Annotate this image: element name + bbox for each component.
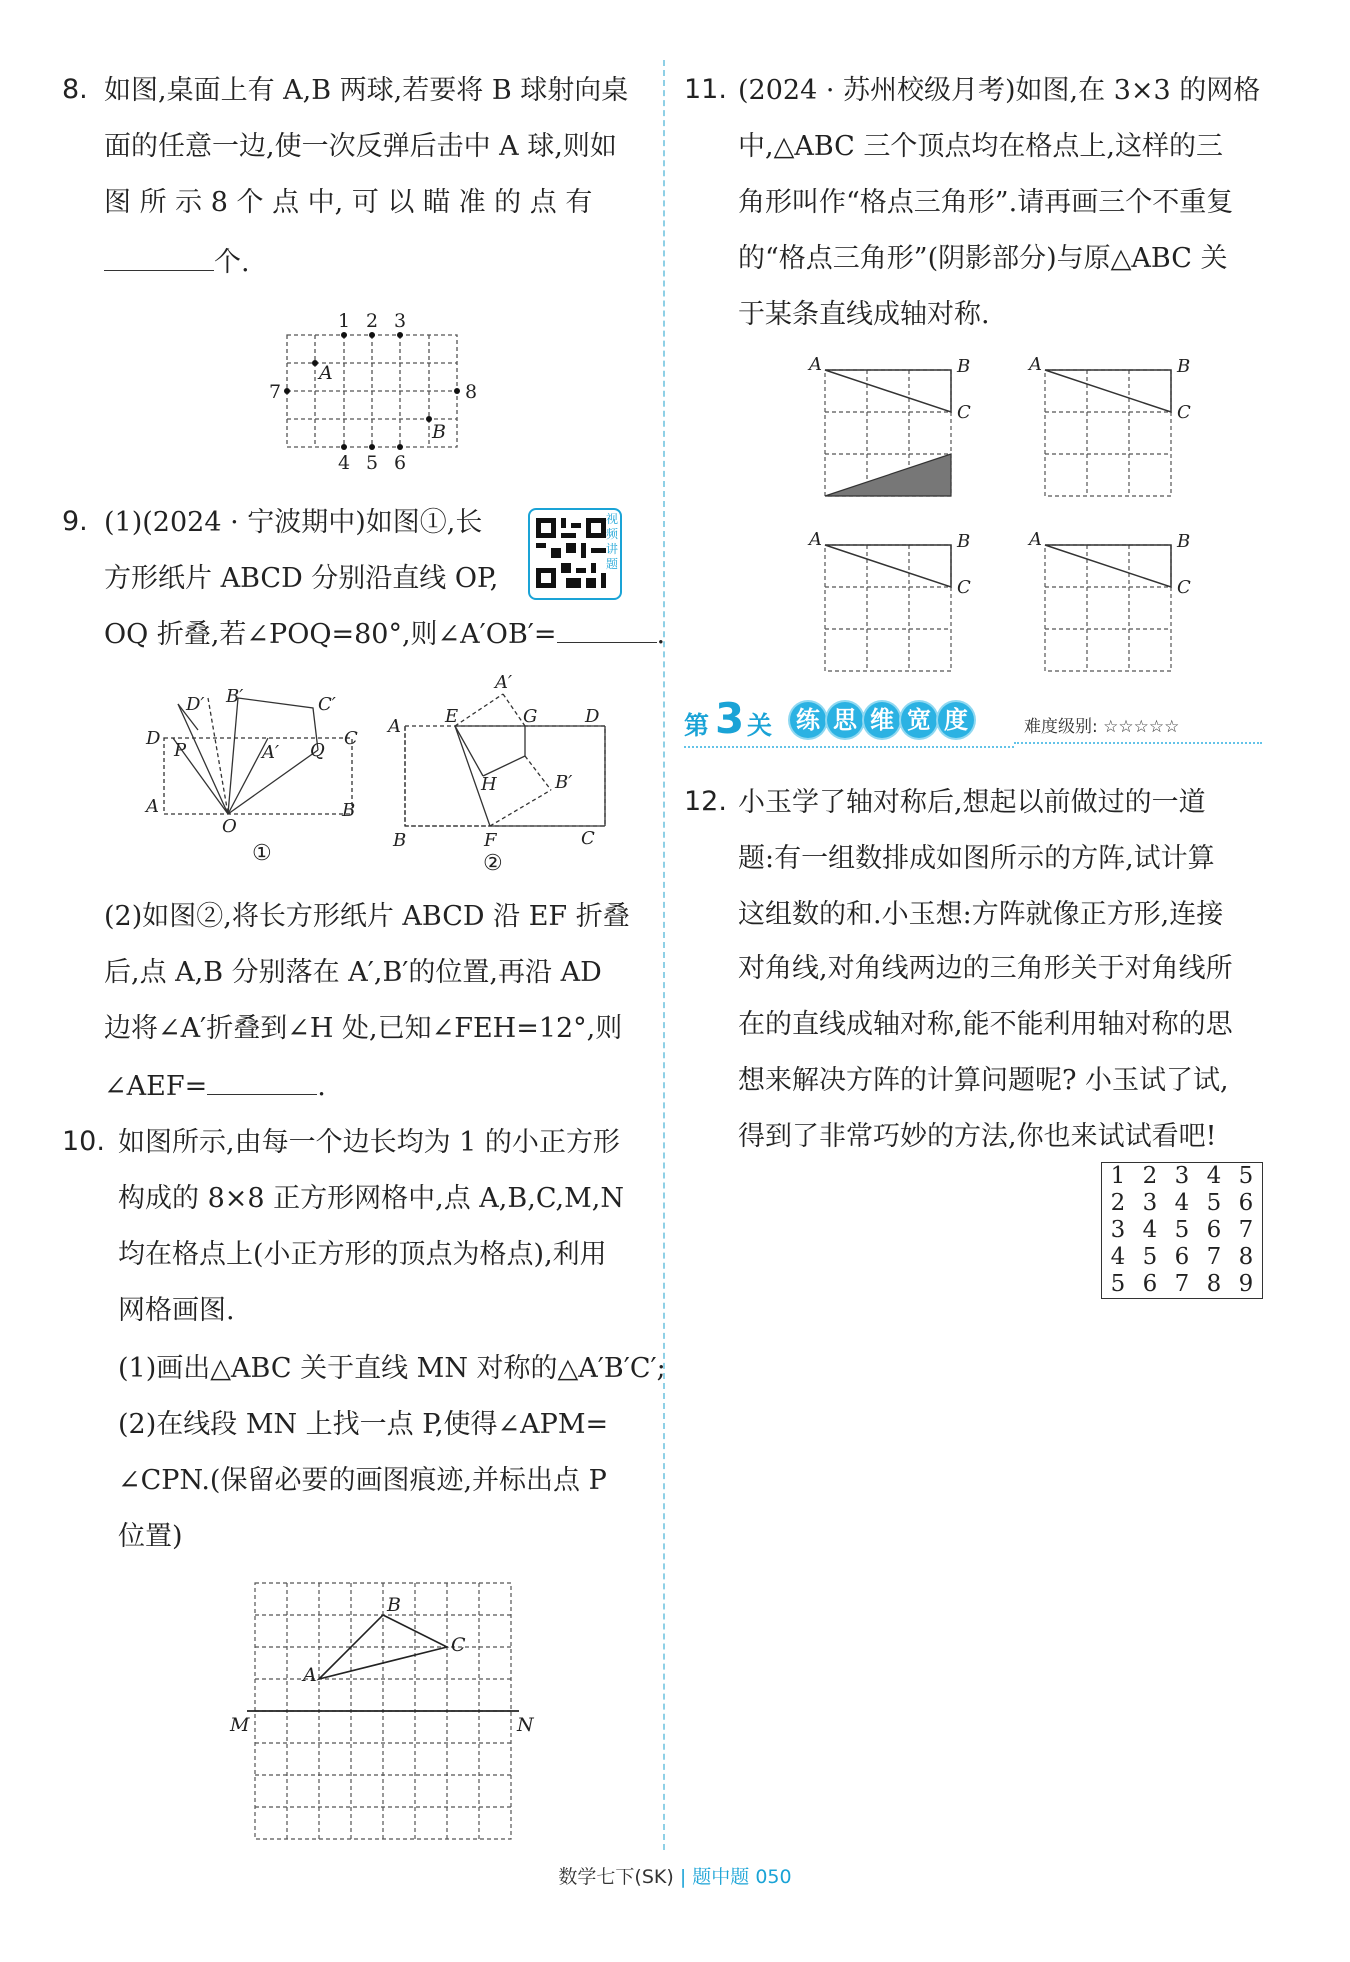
answer-blank[interactable] — [104, 244, 214, 271]
fig-label: 7 — [269, 381, 282, 403]
section-suffix: 关 — [747, 711, 773, 740]
qr-caption: 视频讲题 — [606, 512, 619, 571]
fig-label: B — [393, 830, 407, 851]
q12-line: 得到了非常巧妙的方法,你也来试试看吧! — [738, 1121, 1217, 1152]
q8-tail: 个. — [214, 247, 250, 278]
matrix-row: 2 3 4 5 6 — [1110, 1190, 1254, 1216]
q9-part2-line: (2)如图②,将长方形纸片 ABCD 沿 EF 折叠 — [104, 901, 630, 932]
q11-line: 于某条直线成轴对称. — [738, 299, 990, 330]
book-title: 数学七下(SK) — [558, 1866, 674, 1888]
fig-label: C — [957, 402, 971, 423]
q11-line: (2024 · 苏州校级月考)如图,在 3×3 的网格 — [738, 75, 1261, 106]
fig-label: C — [451, 1634, 466, 1656]
page-number: 050 — [755, 1866, 792, 1888]
title-char: 思 — [827, 702, 863, 738]
q9-part2-line: 边将∠A′折叠到∠H 处,已知∠FEH=12°,则 — [104, 1013, 623, 1044]
q10-grid-figure — [225, 1575, 535, 1850]
q11-line: 的“格点三角形”(阴影部分)与原△ABC 关 — [738, 243, 1228, 274]
matrix-row: 4 5 6 7 8 — [1110, 1244, 1254, 1270]
section-title — [790, 702, 974, 738]
fig-label: A — [303, 1664, 317, 1686]
q10-line: (2)在线段 MN 上找一点 P,使得∠APM= — [118, 1409, 609, 1440]
fig-label: B — [342, 800, 356, 821]
fig-label: H — [481, 774, 497, 795]
q10-number: 10. — [62, 1126, 105, 1157]
fig-label: F — [484, 830, 497, 851]
q10-line: 构成的 8×8 正方形网格中,点 A,B,C,M,N — [118, 1183, 624, 1214]
fig-label: O — [222, 816, 237, 837]
q8-number: 8. — [62, 74, 88, 105]
q11-line: 中,△ABC 三个顶点均在格点上,这样的三 — [738, 131, 1224, 162]
fig-label: 8 — [465, 381, 478, 403]
title-char: 维 — [864, 702, 900, 738]
fig-label: A — [809, 529, 822, 550]
series-name: 题中题 — [692, 1866, 750, 1888]
q10-line: ∠CPN.(保留必要的画图痕迹,并标出点 P — [118, 1465, 607, 1496]
q8-line: 面的任意一边,使一次反弹后击中 A 球,则如 — [104, 131, 617, 162]
fig-label: A′ — [495, 672, 513, 693]
q9-line: OQ 折叠,若∠POQ=80°,则∠A′OB′= . — [104, 616, 665, 654]
section-prefix: 第 — [684, 711, 710, 740]
q11-grid-1 — [805, 352, 985, 502]
fig-label: B′ — [555, 772, 573, 793]
fig-label: A′ — [262, 742, 280, 763]
fig-label: D′ — [186, 694, 205, 715]
fig-label: D — [146, 728, 161, 749]
q9-figure-1 — [138, 680, 378, 870]
q11-line: 角形叫作“格点三角形”.请再画三个不重复 — [738, 187, 1234, 218]
fig-caption: ① — [252, 841, 272, 866]
fig-caption: ② — [483, 851, 503, 875]
fig-label: Q — [310, 740, 325, 761]
fig-label: C — [1177, 577, 1191, 598]
q8-line: 如图,桌面上有 A,B 两球,若要将 B 球射向桌 — [104, 75, 629, 106]
fig-label: C — [581, 828, 595, 849]
q11-grid-3 — [805, 527, 985, 677]
shaded-triangle — [825, 454, 951, 496]
q9-line: 方形纸片 ABCD 分别沿直线 OP, — [104, 563, 499, 594]
q11-grid-2 — [1025, 352, 1205, 502]
matrix-row: 1 2 3 4 5 — [1110, 1163, 1254, 1189]
answer-blank[interactable] — [557, 616, 657, 643]
fig-label: 3 — [394, 310, 407, 332]
fig-label: C′ — [318, 694, 336, 715]
fig-label: P — [174, 740, 187, 761]
fig-label: A — [388, 716, 401, 737]
triangle-abc — [825, 370, 951, 412]
q9-figure-2 — [385, 670, 615, 875]
title-char: 度 — [938, 702, 974, 738]
fig-label: N — [517, 1714, 534, 1736]
triangle-abc — [1045, 545, 1171, 587]
fig-label: M — [230, 1714, 250, 1736]
q9-part2-line: 后,点 A,B 分别落在 A′,B′的位置,再沿 AD — [104, 957, 602, 988]
q10-line: (1)画出△ABC 关于直线 MN 对称的△A′B′C′; — [118, 1353, 666, 1384]
number-matrix — [1101, 1162, 1263, 1299]
q10-line: 网格画图. — [118, 1295, 235, 1326]
fig-label: G — [523, 706, 538, 727]
q9-number: 9. — [62, 506, 88, 537]
answer-blank[interactable] — [207, 1068, 317, 1095]
section-number: 3 — [715, 694, 745, 743]
fig-label: B — [957, 356, 971, 377]
q11-grid-4 — [1025, 527, 1205, 677]
triangle-abc — [825, 545, 951, 587]
section-arrow-line — [1014, 742, 1262, 744]
difficulty-rating: 难度级别: ☆☆☆☆☆ — [1024, 717, 1180, 737]
q12-line: 对角线,对角线两边的三角形关于对角线所 — [738, 953, 1233, 984]
fig-label: 2 — [366, 310, 379, 332]
fig-label: A — [1029, 354, 1042, 375]
fig-label: B′ — [226, 686, 244, 707]
q11-number: 11. — [684, 74, 727, 105]
fig-label: C — [344, 728, 358, 749]
q8-answer-line — [104, 244, 250, 282]
fig-label: B — [957, 531, 971, 552]
fig-label: 5 — [366, 452, 379, 474]
title-char: 练 — [790, 702, 826, 738]
q8-line: 图 所 示 8 个 点 中, 可 以 瞄 准 的 点 有 — [104, 187, 593, 218]
q8-figure — [262, 305, 482, 475]
q12-number: 12. — [684, 786, 727, 817]
fig-label: E — [445, 706, 459, 727]
fig-label: D — [585, 706, 600, 727]
q12-line: 在的直线成轴对称,能不能利用轴对称的思 — [738, 1009, 1233, 1040]
fig-label: A — [1029, 529, 1042, 550]
q9-part2-answer: ∠AEF= . — [104, 1068, 326, 1106]
fig-label: C — [1177, 402, 1191, 423]
page-footer — [0, 1862, 1350, 1889]
q10-line: 如图所示,由每一个边长均为 1 的小正方形 — [118, 1127, 620, 1158]
q12-line: 想来解决方阵的计算问题呢? 小玉试了试, — [738, 1065, 1229, 1096]
matrix-row: 5 6 7 8 9 — [1110, 1271, 1254, 1297]
fig-label: B — [1177, 356, 1191, 377]
fig-label: A — [146, 796, 159, 817]
fig-label: 4 — [338, 452, 351, 474]
q10-line: 位置) — [118, 1521, 183, 1552]
fig-label: B — [387, 1594, 401, 1616]
fig-label: 1 — [338, 310, 351, 332]
section-underline — [684, 746, 1014, 748]
matrix-row: 3 4 5 6 7 — [1110, 1217, 1254, 1243]
q12-line: 小玉学了轴对称后,想起以前做过的一道 — [738, 787, 1206, 818]
q12-line: 题:有一组数排成如图所示的方阵,试计算 — [738, 843, 1215, 874]
fig-label: B — [432, 421, 446, 443]
fig-label: 6 — [394, 452, 407, 474]
q9-line: (1)(2024 · 宁波期中)如图①,长 — [104, 507, 483, 538]
q10-line: 均在格点上(小正方形的顶点为格点),利用 — [118, 1239, 607, 1270]
fig-label: C — [957, 577, 971, 598]
fig-label: A — [319, 362, 333, 384]
qr-code[interactable] — [528, 508, 622, 600]
section-header — [684, 694, 1264, 752]
triangle-abc — [1045, 370, 1171, 412]
q12-line: 这组数的和.小玉想:方阵就像正方形,连接 — [738, 899, 1224, 930]
qr-icon — [536, 518, 606, 588]
fig-label: B — [1177, 531, 1191, 552]
title-char: 宽 — [901, 702, 937, 738]
column-divider — [663, 60, 665, 1850]
fig-label: A — [809, 354, 822, 375]
footer-separator: | — [679, 1866, 687, 1888]
